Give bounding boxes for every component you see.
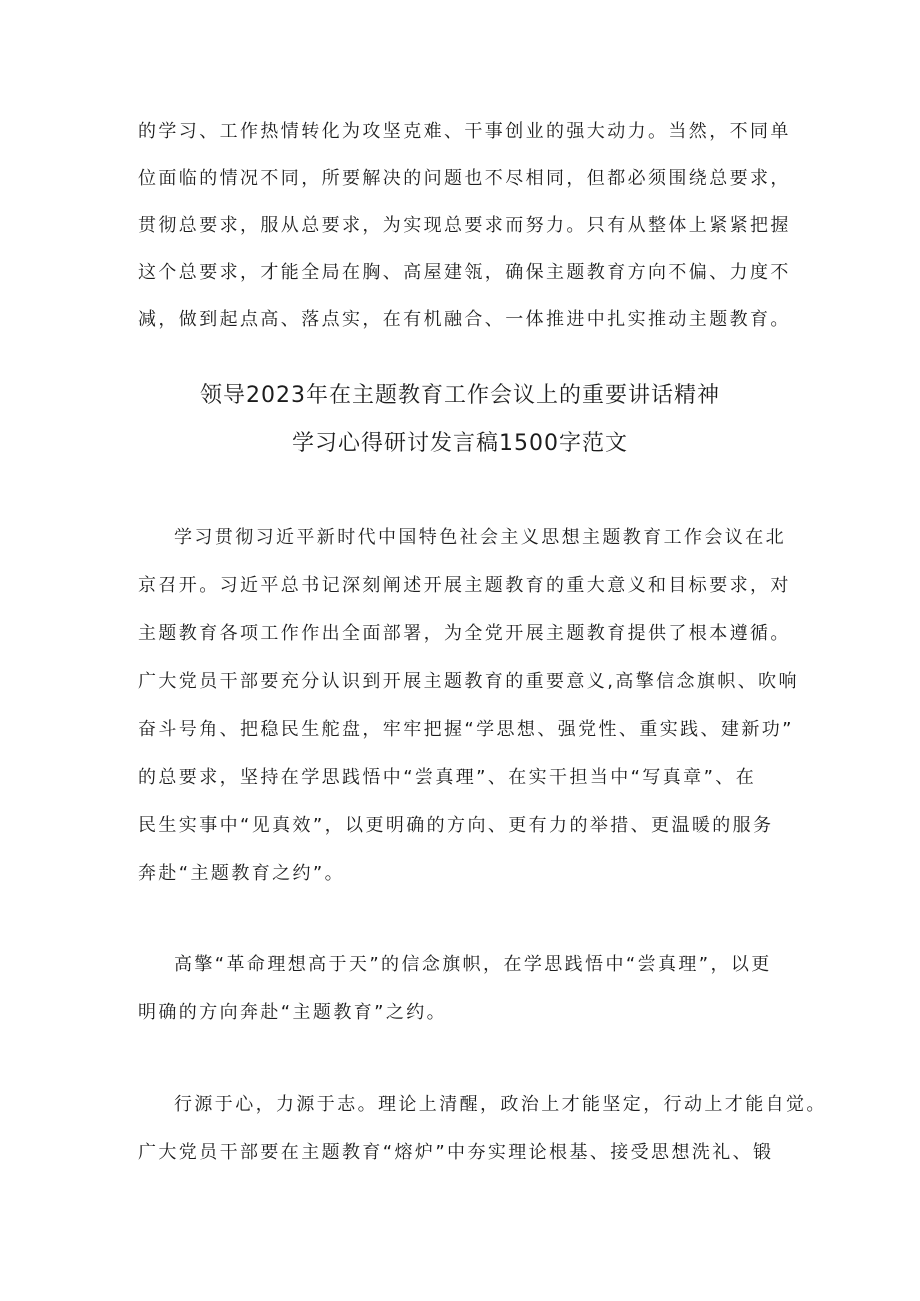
text-line: 奔赴“主题教育之约”。	[138, 863, 346, 884]
title-line: 领导2023年在主题教育工作会议上的重要讲话精神	[200, 383, 720, 408]
text-line: 奋斗号角、把稳民生舵盘，牢牢把握“学思想、强党性、重实践、建新功”	[138, 719, 794, 740]
title-line: 学习心得研讨发言稿1500字范文	[292, 431, 628, 456]
text-line: 贯彻总要求，服从总要求，为实现总要求而努力。只有从整体上紧紧把握	[138, 215, 791, 236]
text-line: 广大党员干部要在主题教育“熔炉”中夯实理论根基、接受思想洗礼、锻	[138, 1142, 774, 1163]
text-line: 这个总要求，才能全局在胸、高屋建瓴，确保主题教育方向不偏、力度不	[138, 262, 791, 283]
text-line: 京召开。习近平总书记深刻阐述开展主题教育的重大意义和目标要求，对	[138, 575, 791, 596]
text-line: 广大党员干部要充分认识到开展主题教育的重要意义,高擎信念旗帜、吹响	[138, 671, 799, 692]
text-line: 位面临的情况不同，所要解决的问题也不尽相同，但都必须围绕总要求，	[138, 168, 791, 189]
text-line: 的学习、工作热情转化为攻坚克难、干事创业的强大动力。当然，不同单	[138, 121, 791, 142]
text-line: 学习贯彻习近平新时代中国特色社会主义思想主题教育工作会议在北	[174, 527, 786, 548]
text-line: 高擎“革命理想高于天”的信念旗帜，在学思践悟中“尝真理”，以更	[174, 954, 772, 975]
text-line: 明确的方向奔赴“主题教育”之约。	[138, 1002, 448, 1023]
text-line: 的总要求，坚持在学思践悟中“尝真理”、在实干担当中“写真章”、在	[138, 767, 757, 788]
text-line: 减，做到起点高、落点实，在有机融合、一体推进中扎实推动主题教育。	[138, 309, 791, 330]
text-line: 行源于心，力源于志。理论上清醒，政治上才能坚定，行动上才能自觉。	[174, 1094, 827, 1115]
text-line: 民生实事中“见真效”，以更明确的方向、更有力的举措、更温暖的服务	[138, 815, 774, 836]
text-line: 主题教育各项工作作出全面部署，为全党开展主题教育提供了根本遵循。	[138, 623, 791, 644]
